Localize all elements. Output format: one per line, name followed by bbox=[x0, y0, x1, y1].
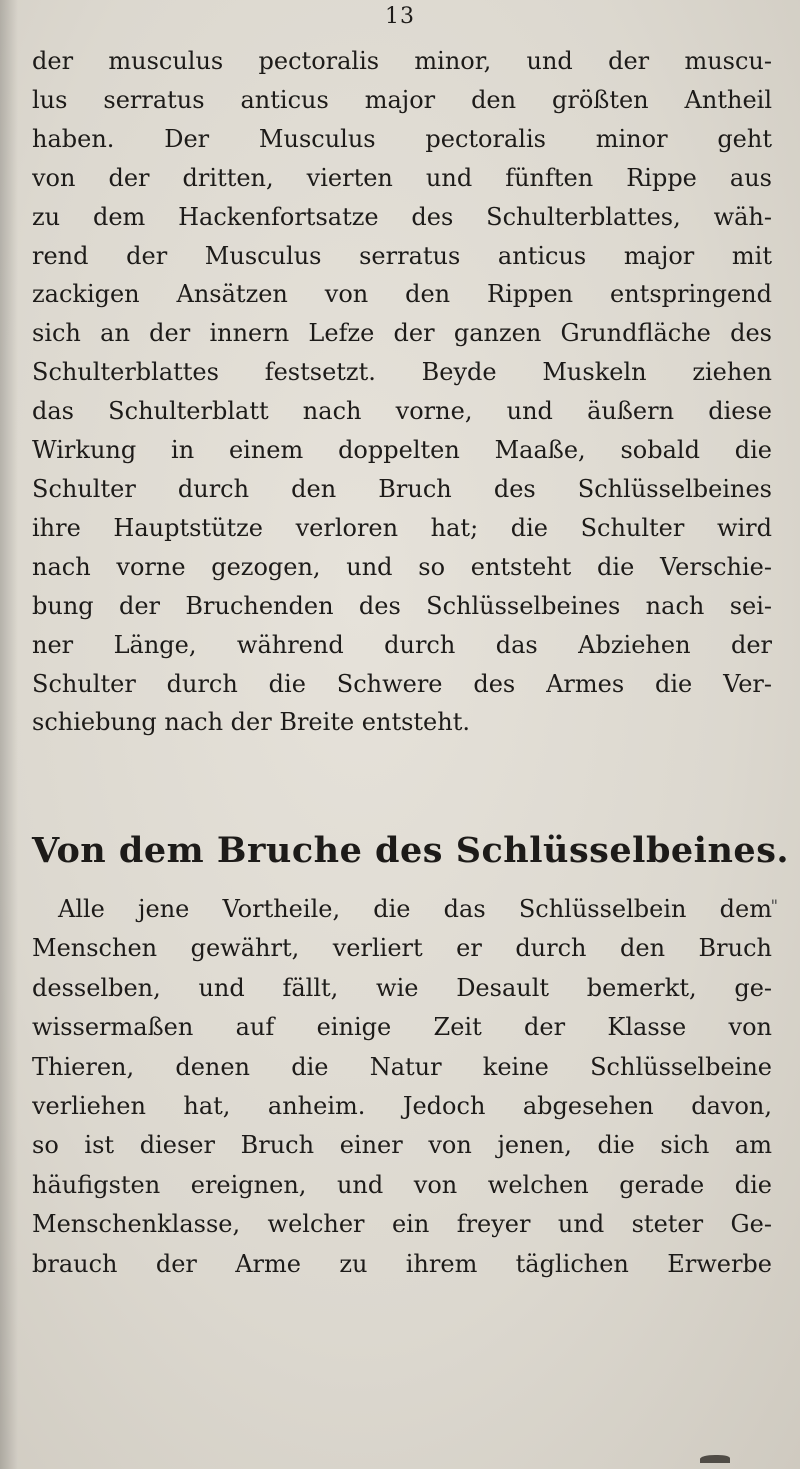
text-line: ner Länge, während durch das Abziehen der bbox=[32, 630, 772, 659]
text-line: schiebung nach der Breite entsteht. bbox=[32, 708, 470, 737]
text-line: so ist dieser Bruch einer von jenen, die sich am bbox=[32, 1131, 772, 1160]
text-line: zu dem Hackenfortsatze des Schulterblattes, wäh- bbox=[32, 202, 772, 231]
text-line: von der dritten, vierten und fünften Rippe aus bbox=[32, 163, 772, 192]
text-line: desselben, und fällt, wie Desault bemerkt, ge- bbox=[32, 973, 772, 1002]
text-line: Thieren, denen die Natur keine Schlüsselbeine bbox=[32, 1052, 772, 1081]
text-line: ihre Hauptstütze verloren hat; die Schulter wird bbox=[32, 513, 772, 542]
page-number: 13 bbox=[385, 4, 415, 29]
margin-mark: " bbox=[770, 896, 778, 915]
text-line: Menschen gewährt, verliert er durch den Bruch bbox=[32, 934, 772, 963]
text-line: lus serratus anticus major den größten Antheil bbox=[32, 85, 772, 114]
text-line: Schulter durch die Schwere des Armes die Ver- bbox=[32, 669, 772, 698]
binding-shadow bbox=[0, 0, 18, 1469]
text-line: verliehen hat, anheim. Jedoch abgesehen davon, bbox=[32, 1092, 772, 1121]
paragraph-2 bbox=[32, 890, 772, 1284]
text-line: Schulterblattes festsetzt. Beyde Muskeln ziehen bbox=[32, 358, 772, 387]
text-line: wissermaßen auf einige Zeit der Klasse von bbox=[32, 1013, 772, 1042]
text-line: sich an der innern Lefze der ganzen Grundfläche des bbox=[32, 319, 772, 348]
ink-blot bbox=[700, 1455, 730, 1463]
text-line: rend der Musculus serratus anticus major mit bbox=[32, 241, 772, 270]
text-line: bung der Bruchenden des Schlüsselbeines nach sei- bbox=[32, 591, 772, 620]
text-line: Schulter durch den Bruch des Schlüsselbeines bbox=[32, 474, 772, 503]
text-line: Wirkung in einem doppelten Maaße, sobald die bbox=[32, 436, 772, 465]
text-line: haben. Der Musculus pectoralis minor geht bbox=[32, 124, 772, 153]
text-line: zackigen Ansätzen von den Rippen entspringend bbox=[32, 280, 772, 309]
text-line: das Schulterblatt nach vorne, und äußern diese bbox=[32, 397, 772, 426]
text-line: der musculus pectoralis minor, und der muscu- bbox=[32, 47, 772, 75]
text-line: nach vorne gezogen, und so entsteht die Verschie- bbox=[32, 552, 772, 581]
paragraph-1 bbox=[32, 42, 772, 742]
section-heading: Von dem Bruche des Schlüsselbeines. bbox=[32, 830, 790, 871]
text-line: Alle jene Vortheile, die das Schlüsselbein dem bbox=[58, 895, 772, 923]
text-line: brauch der Arme zu ihrem täglichen Erwerbe bbox=[32, 1249, 772, 1278]
text-line: häufigsten ereignen, und von welchen gerade die bbox=[32, 1170, 772, 1199]
text-line: Menschenklasse, welcher ein freyer und steter Ge- bbox=[32, 1210, 772, 1239]
